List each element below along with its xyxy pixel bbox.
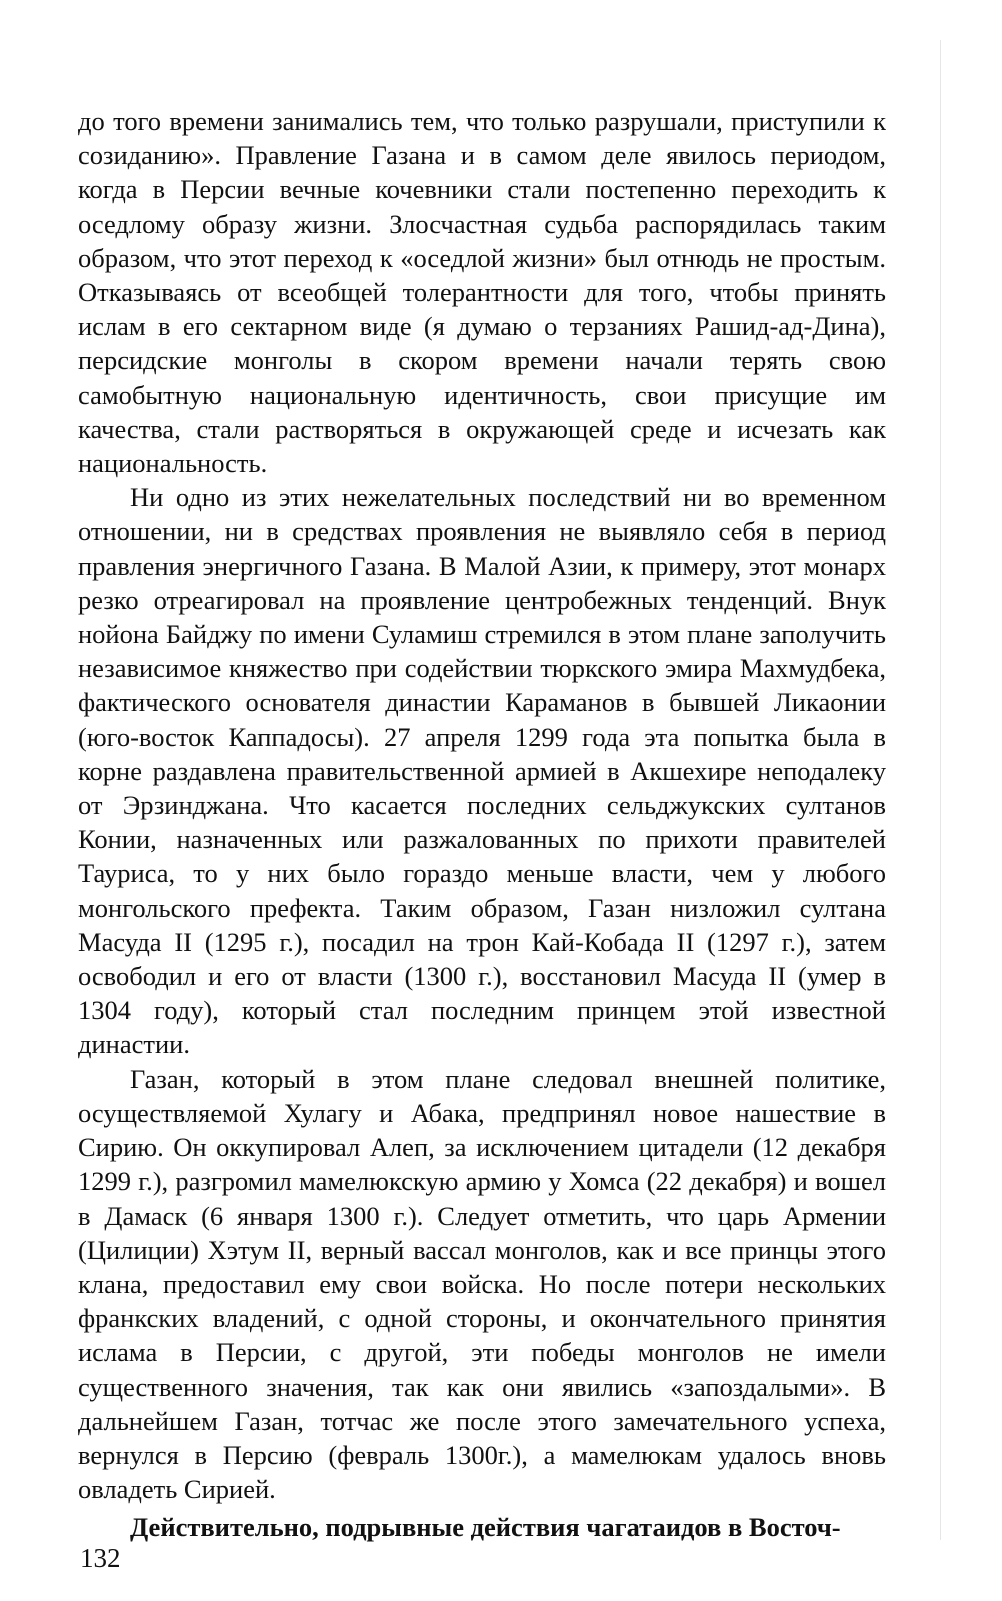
paragraph-2: Ни одно из этих нежелательных последствий ни во временном отношении, ни в средствах проявления не выявляло себя в период правления энергичного Газана. В Малой Азии, к примеру, этот монарх резко отреагировал на проявление центробежных тенденций. Внук нойона Байджу по имени Суламиш стремился в этом плане заполучить независимое княжество при содействии тюркского эмира Махмудбека, фактического основателя династии Караманов в бывшей Ликаонии (юго-восток Каппадосы). 27 апреля 1299 года эта попытка была в корне раздавлена правительственной армией в Акшехире неподалеку от Эрзинджана. Что касается последних сельджукских султанов Конии, назначенных или разжалованных по прихоти правителей Тауриса, то у них было гораздо меньше власти, чем у любого монгольского префекта. Таким образом, Газан низложил султана Масуда II (1295 г.), посадил на трон Кай-Кобада II (1297 г.), затем освободил и его от власти (1300 г.), восстановил Масуда II (умер в 1304 году), который стал последним принцем этой известной династии. bbox=[78, 482, 886, 1060]
paragraph-4: Действительно, подрывные действия чагатаидов в Восточ- bbox=[130, 1512, 841, 1543]
page-number: 132 bbox=[80, 1543, 121, 1573]
body-text bbox=[78, 104, 886, 1545]
paragraph-1: до того времени занимались тем, что только разрушали, приступили к созиданию». Правление Газана и в самом деле явилось периодом, когда в Персии вечные кочевники стали постепенно переходить к оседлому образу жизни. Злосчастная судьба распорядилась таким образом, что этот переход к «оседлой жизни» был отнюдь не простым. Отказываясь от всеобщей толерантности для того, чтобы принять ислам в его сектарном виде (я думаю о терзаниях Рашид-ад-Дина), персидские монголы в скором времени начали терять свою самобытную национальную идентичность, свои присущие им качества, стали растворяться в окружающей среде и исчезать как национальность. bbox=[78, 106, 886, 479]
page-edge-shadow bbox=[940, 40, 941, 1540]
paragraph-3: Газан, который в этом плане следовал внешней политике, осуществляемой Хулагу и Абака, предпринял новое нашествие в Сирию. Он оккупировал Алеп, за исключением цитадели (12 декабря 1299 г.), разгромил мамелюкскую армию у Хомса (22 декабря) и вошел в Дамаск (6 января 1300 г.). Следует отметить, что царь Армении (Цилиции) Хэтум II, верный вассал монголов, как и все принцы этого клана, предоставил ему свои войска. Но после потери нескольких франкских владений, с одной стороны, и окончательного принятия ислама в Персии, с другой, эти победы монголов не имели существенного значения, так как они явились «запоздалыми». В дальнейшем Газан, тотчас же после этого замечательного успеха, вернулся в Персию (февраль 1300г.), а мамелюкам удалось вновь овладеть Сирией. bbox=[78, 1063, 886, 1505]
